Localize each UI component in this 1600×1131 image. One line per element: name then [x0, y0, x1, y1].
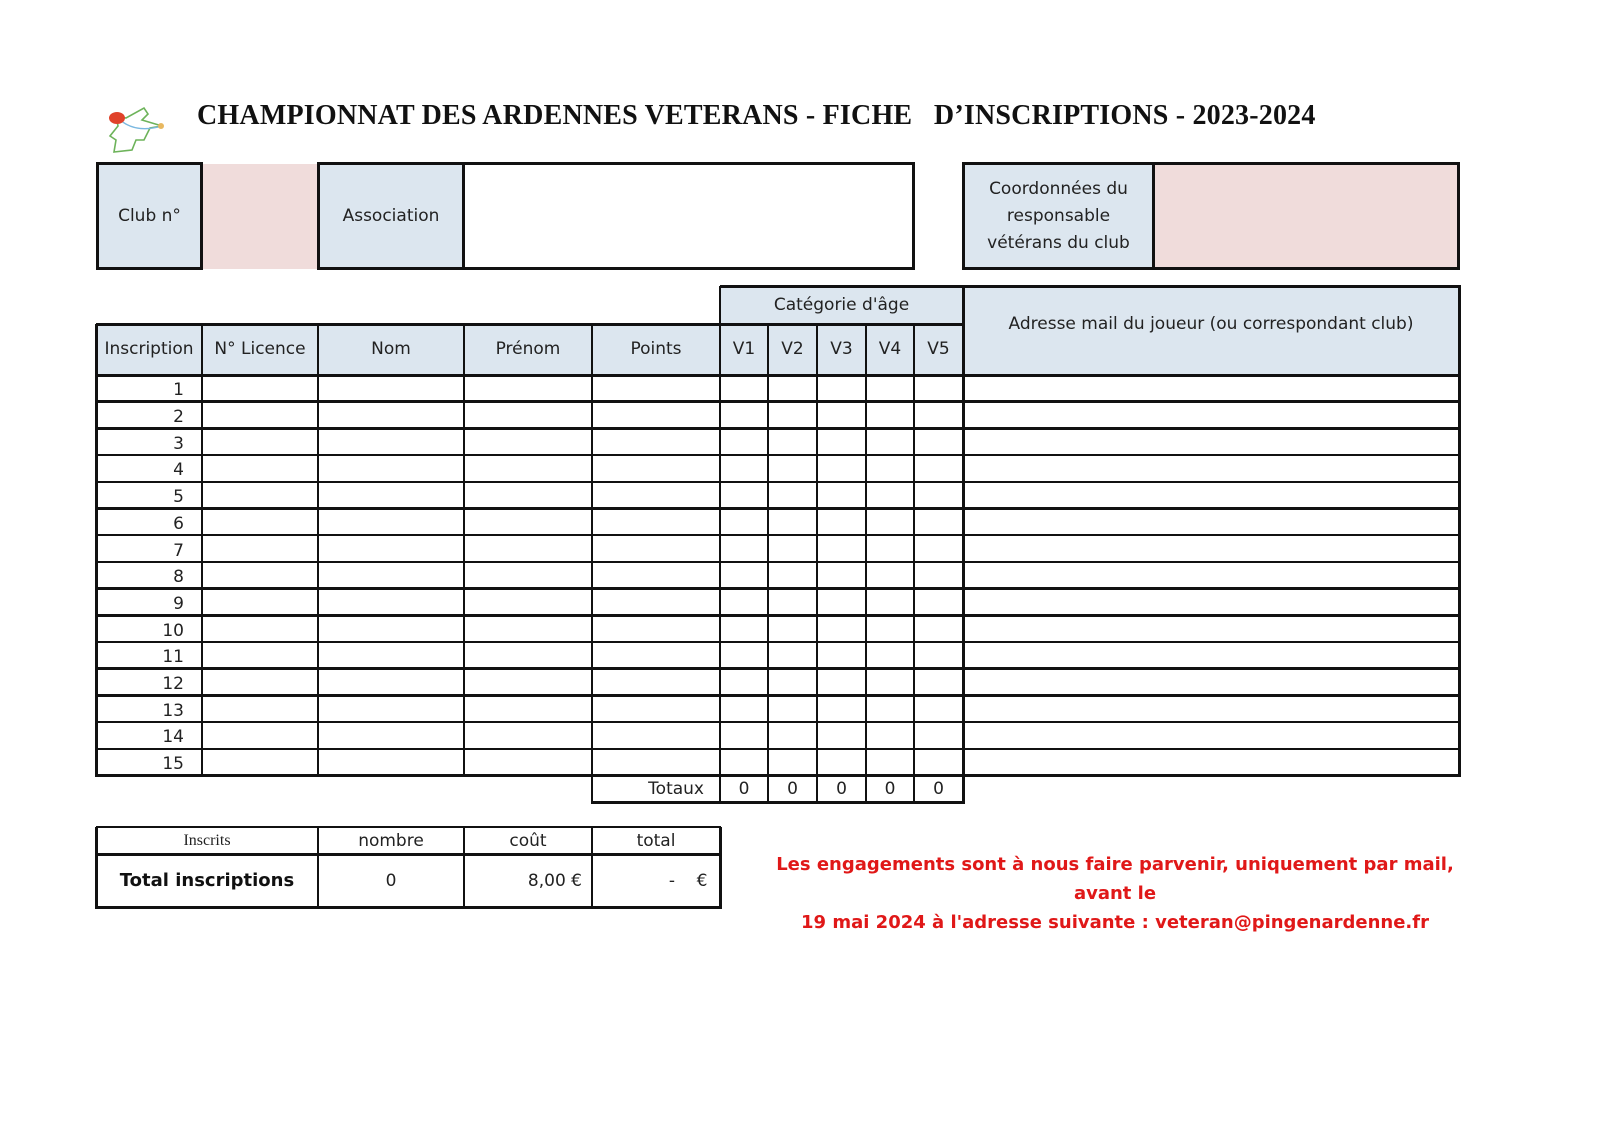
cell-v3[interactable]: [819, 617, 865, 641]
cell-v1[interactable]: [722, 377, 767, 401]
cell-points[interactable]: [594, 697, 719, 721]
grid-line: [96, 534, 1460, 537]
cell-licence[interactable]: [204, 511, 317, 535]
cell-points[interactable]: [594, 377, 719, 401]
grid-line: [96, 454, 1460, 457]
cell-v5[interactable]: [916, 671, 962, 695]
cell-email[interactable]: [965, 591, 1458, 615]
row-number: 13: [162, 700, 184, 721]
cell-v4[interactable]: [868, 457, 913, 481]
column-header-v3: V3: [830, 339, 853, 359]
cell-licence[interactable]: [204, 697, 317, 721]
row-number: 3: [173, 433, 184, 454]
cell-points[interactable]: [594, 511, 719, 535]
cell-points[interactable]: [594, 751, 719, 775]
association-field[interactable]: [462, 162, 915, 270]
grid-line: [96, 587, 1460, 590]
cell-prenom[interactable]: [466, 564, 591, 588]
cell-v1[interactable]: [722, 537, 767, 561]
row-number: 6: [173, 513, 184, 534]
cell-v4[interactable]: [868, 404, 913, 428]
totals-label: Totaux: [648, 779, 704, 799]
cell-nom[interactable]: [320, 751, 463, 775]
cell-v2[interactable]: [770, 697, 816, 721]
cell-points[interactable]: [594, 644, 719, 668]
total-v2: 0: [787, 779, 798, 799]
cell-v3[interactable]: [819, 430, 865, 454]
cell-v1[interactable]: [722, 617, 767, 641]
cell-v1[interactable]: [722, 697, 767, 721]
association-label: Association: [317, 162, 465, 270]
grid-line: [96, 427, 1460, 430]
cell-v4[interactable]: [868, 644, 913, 668]
grid-line: [463, 324, 466, 777]
club-number-label: Club n°: [96, 162, 203, 270]
cell-licence[interactable]: [204, 484, 317, 508]
cell-points[interactable]: [594, 591, 719, 615]
inscriptions-count: 0: [385, 870, 397, 891]
cell-licence[interactable]: [204, 537, 317, 561]
cell-v5[interactable]: [916, 377, 962, 401]
cell-prenom[interactable]: [466, 404, 591, 428]
row-number: 2: [173, 407, 184, 428]
cell-v4[interactable]: [868, 430, 913, 454]
grid-line: [96, 826, 721, 829]
cell-v3[interactable]: [819, 751, 865, 775]
cell-points[interactable]: [594, 404, 719, 428]
cell-prenom[interactable]: [466, 377, 591, 401]
submission-notice: [760, 850, 1470, 937]
cell-v3[interactable]: [819, 724, 865, 748]
cell-prenom[interactable]: [466, 724, 591, 748]
total-amount: -: [668, 870, 676, 891]
cell-prenom[interactable]: [466, 591, 591, 615]
cell-v1[interactable]: [722, 430, 767, 454]
cell-prenom[interactable]: [466, 511, 591, 535]
cell-licence[interactable]: [204, 724, 317, 748]
total-v1: 0: [738, 779, 750, 799]
cell-email[interactable]: [965, 671, 1458, 695]
cell-v2[interactable]: [770, 644, 816, 668]
cell-licence[interactable]: [204, 617, 317, 641]
grid-line: [96, 694, 1460, 697]
cell-v3[interactable]: [819, 511, 865, 535]
column-header-licence: N° Licence: [214, 339, 306, 359]
grid-line: [317, 827, 320, 908]
cell-licence[interactable]: [204, 430, 317, 454]
cell-licence[interactable]: [204, 564, 317, 588]
cell-v4[interactable]: [868, 484, 913, 508]
cell-v5[interactable]: [916, 724, 962, 748]
cell-v5[interactable]: [916, 404, 962, 428]
cell-licence[interactable]: [204, 457, 317, 481]
cell-v1[interactable]: [722, 511, 767, 535]
cell-v5[interactable]: [916, 697, 962, 721]
contact-field[interactable]: [1152, 162, 1460, 270]
cell-v3[interactable]: [819, 644, 865, 668]
cell-v4[interactable]: [868, 377, 913, 401]
cell-v1[interactable]: [722, 404, 767, 428]
cell-v4[interactable]: [868, 511, 913, 535]
row-number: 7: [173, 540, 184, 561]
summary-header-nombre: nombre: [358, 830, 424, 851]
total-v3: 0: [836, 779, 847, 799]
cell-points[interactable]: [594, 671, 719, 695]
cell-v5[interactable]: [916, 457, 962, 481]
cell-licence[interactable]: [204, 671, 317, 695]
cell-licence[interactable]: [204, 591, 317, 615]
row-number: 5: [173, 487, 184, 508]
cell-licence[interactable]: [204, 751, 317, 775]
cell-email[interactable]: [965, 724, 1458, 748]
cell-prenom[interactable]: [466, 671, 591, 695]
cell-v2[interactable]: [770, 724, 816, 748]
cell-prenom[interactable]: [466, 644, 591, 668]
summary-header-inscrits: Inscrits: [183, 831, 231, 849]
grid-line: [719, 827, 722, 909]
cell-v1[interactable]: [722, 591, 767, 615]
grid-line: [816, 324, 818, 804]
cell-v3[interactable]: [819, 591, 865, 615]
cell-email[interactable]: [965, 537, 1458, 561]
summary-header-cout: coût: [509, 830, 547, 851]
grid-line: [591, 776, 594, 804]
cell-nom[interactable]: [320, 377, 463, 401]
cell-v1[interactable]: [722, 751, 767, 775]
total-v4: 0: [884, 779, 896, 799]
grid-line: [96, 374, 1461, 377]
grid-line: [96, 853, 722, 856]
grid-line: [1458, 286, 1461, 777]
cell-prenom[interactable]: [466, 457, 591, 481]
cell-v3[interactable]: [819, 457, 865, 481]
column-header-v5: V5: [927, 339, 950, 359]
grid-line: [913, 324, 915, 804]
cell-prenom[interactable]: [466, 617, 591, 641]
notice-line-1: Les engagements sont à nous faire parvenir, uniquement par mail, avant le: [776, 854, 1454, 904]
cell-points[interactable]: [594, 484, 719, 508]
grid-line: [96, 507, 1460, 510]
cell-v2[interactable]: [770, 591, 816, 615]
cell-email[interactable]: [965, 617, 1458, 641]
cell-v1[interactable]: [722, 564, 767, 588]
cell-v3[interactable]: [819, 377, 865, 401]
grid-line: [96, 667, 1460, 670]
cell-email[interactable]: [965, 751, 1458, 775]
total-currency: €: [696, 870, 708, 891]
grid-line: [95, 827, 98, 909]
cell-email[interactable]: [965, 484, 1458, 508]
column-header-inscription: Inscription: [104, 339, 194, 359]
cell-prenom[interactable]: [466, 484, 591, 508]
grid-line: [96, 906, 722, 909]
column-header-prenom: Prénom: [495, 339, 561, 359]
grid-line: [95, 324, 98, 777]
cell-v1[interactable]: [722, 457, 767, 481]
club-number-field[interactable]: [203, 164, 318, 269]
cell-v1[interactable]: [722, 644, 767, 668]
column-header-points: Points: [630, 339, 682, 359]
page-title: CHAMPIONNAT DES ARDENNES VETERANS - FICHE D’INSCRIPTIONS - 2023-2024: [197, 100, 1316, 131]
cell-email[interactable]: [965, 404, 1458, 428]
cell-email[interactable]: [965, 457, 1458, 481]
grid-line: [96, 641, 1460, 644]
column-header-v1: V1: [732, 339, 756, 359]
cell-points[interactable]: [594, 430, 719, 454]
total-inscriptions-label: Total inscriptions: [119, 870, 295, 891]
cell-licence[interactable]: [204, 644, 317, 668]
cell-v3[interactable]: [819, 404, 865, 428]
cell-email[interactable]: [965, 697, 1458, 721]
cell-v2[interactable]: [770, 511, 816, 535]
cell-v4[interactable]: [868, 617, 913, 641]
cell-points[interactable]: [594, 537, 719, 561]
cell-v5[interactable]: [916, 751, 962, 775]
cell-v1[interactable]: [722, 671, 767, 695]
row-number: 8: [173, 567, 184, 588]
grid-line: [592, 801, 964, 804]
cell-points[interactable]: [594, 617, 719, 641]
cell-v2[interactable]: [770, 484, 816, 508]
cell-v4[interactable]: [868, 671, 913, 695]
cell-v5[interactable]: [916, 484, 962, 508]
column-header-email: Adresse mail du joueur (ou correspondant club): [1008, 314, 1414, 334]
cell-v4[interactable]: [868, 724, 913, 748]
row-number: 15: [162, 754, 184, 775]
cell-email[interactable]: [965, 377, 1458, 401]
unit-cost: 8,00 €: [527, 870, 582, 891]
cell-points[interactable]: [594, 564, 719, 588]
total-v5: 0: [933, 779, 944, 799]
summary-header-total: total: [636, 830, 676, 851]
cell-v2[interactable]: [770, 377, 816, 401]
column-header-nom: Nom: [371, 339, 411, 359]
grid-line: [96, 721, 1460, 724]
grid-line: [719, 286, 722, 804]
category-group-header: Catégorie d'âge: [773, 294, 910, 315]
grid-line: [96, 748, 1460, 751]
row-number: 14: [162, 727, 184, 748]
grid-line: [720, 285, 1461, 288]
cell-v4[interactable]: [868, 751, 913, 775]
cell-licence[interactable]: [204, 377, 317, 401]
cell-v5[interactable]: [916, 591, 962, 615]
grid-line: [96, 481, 1460, 484]
cell-v4[interactable]: [868, 697, 913, 721]
column-header-v2: V2: [781, 339, 804, 359]
cell-v3[interactable]: [819, 671, 865, 695]
grid-line: [96, 561, 1460, 564]
cell-nom[interactable]: [320, 404, 463, 428]
cell-v1[interactable]: [722, 724, 767, 748]
cell-nom[interactable]: [320, 644, 463, 668]
row-number: 1: [173, 380, 184, 401]
cell-nom[interactable]: [320, 724, 463, 748]
cell-email[interactable]: [965, 430, 1458, 454]
cell-v4[interactable]: [868, 564, 913, 588]
cell-v5[interactable]: [916, 644, 962, 668]
cell-v5[interactable]: [916, 617, 962, 641]
cell-nom[interactable]: [320, 697, 463, 721]
cell-v3[interactable]: [819, 537, 865, 561]
row-number: 11: [162, 647, 184, 668]
cell-nom[interactable]: [320, 457, 463, 481]
cell-prenom[interactable]: [466, 430, 591, 454]
grid-line: [96, 774, 1461, 777]
grid-line: [96, 400, 1460, 403]
cell-v2[interactable]: [770, 537, 816, 561]
cell-v3[interactable]: [819, 484, 865, 508]
cell-v3[interactable]: [819, 564, 865, 588]
grid-line: [591, 827, 594, 908]
cell-v2[interactable]: [770, 430, 816, 454]
cell-v4[interactable]: [868, 537, 913, 561]
grid-line: [463, 827, 466, 908]
grid-line: [96, 614, 1460, 617]
cell-v2[interactable]: [770, 617, 816, 641]
row-number: 10: [162, 620, 184, 641]
grid-line: [865, 324, 867, 804]
cell-v3[interactable]: [819, 697, 865, 721]
cell-prenom[interactable]: [466, 751, 591, 775]
cell-nom[interactable]: [320, 617, 463, 641]
ardennes-map-logo-icon: [104, 104, 164, 154]
notice-line-2: 19 mai 2024 à l'adresse suivante : veteran@pingenardenne.fr: [801, 912, 1429, 933]
cell-v2[interactable]: [770, 751, 816, 775]
cell-email[interactable]: [965, 564, 1458, 588]
cell-points[interactable]: [594, 724, 719, 748]
grid-line: [96, 323, 965, 326]
cell-v5[interactable]: [916, 564, 962, 588]
cell-prenom[interactable]: [466, 537, 591, 561]
cell-nom[interactable]: [320, 564, 463, 588]
grid-line: [962, 286, 965, 804]
cell-v5[interactable]: [916, 537, 962, 561]
cell-v2[interactable]: [770, 671, 816, 695]
cell-v2[interactable]: [770, 404, 816, 428]
cell-nom[interactable]: [320, 537, 463, 561]
cell-v2[interactable]: [770, 564, 816, 588]
cell-points[interactable]: [594, 457, 719, 481]
cell-nom[interactable]: [320, 671, 463, 695]
cell-nom[interactable]: [320, 591, 463, 615]
cell-v1[interactable]: [722, 484, 767, 508]
grid-line: [767, 324, 769, 804]
cell-v4[interactable]: [868, 591, 913, 615]
contact-label: Coordonnées du responsable vétérans du club: [962, 162, 1155, 270]
cell-prenom[interactable]: [466, 697, 591, 721]
cell-email[interactable]: [965, 644, 1458, 668]
row-number: 4: [173, 460, 184, 481]
cell-email[interactable]: [965, 511, 1458, 535]
column-header-v4: V4: [878, 339, 902, 359]
cell-nom[interactable]: [320, 430, 463, 454]
cell-nom[interactable]: [320, 484, 463, 508]
cell-v2[interactable]: [770, 457, 816, 481]
cell-licence[interactable]: [204, 404, 317, 428]
cell-nom[interactable]: [320, 511, 463, 535]
grid-line: [591, 324, 594, 777]
grid-line: [201, 324, 204, 777]
row-number: 12: [162, 674, 184, 695]
grid-line: [317, 324, 320, 777]
cell-v5[interactable]: [916, 511, 962, 535]
cell-v5[interactable]: [916, 430, 962, 454]
row-number: 9: [173, 593, 184, 614]
